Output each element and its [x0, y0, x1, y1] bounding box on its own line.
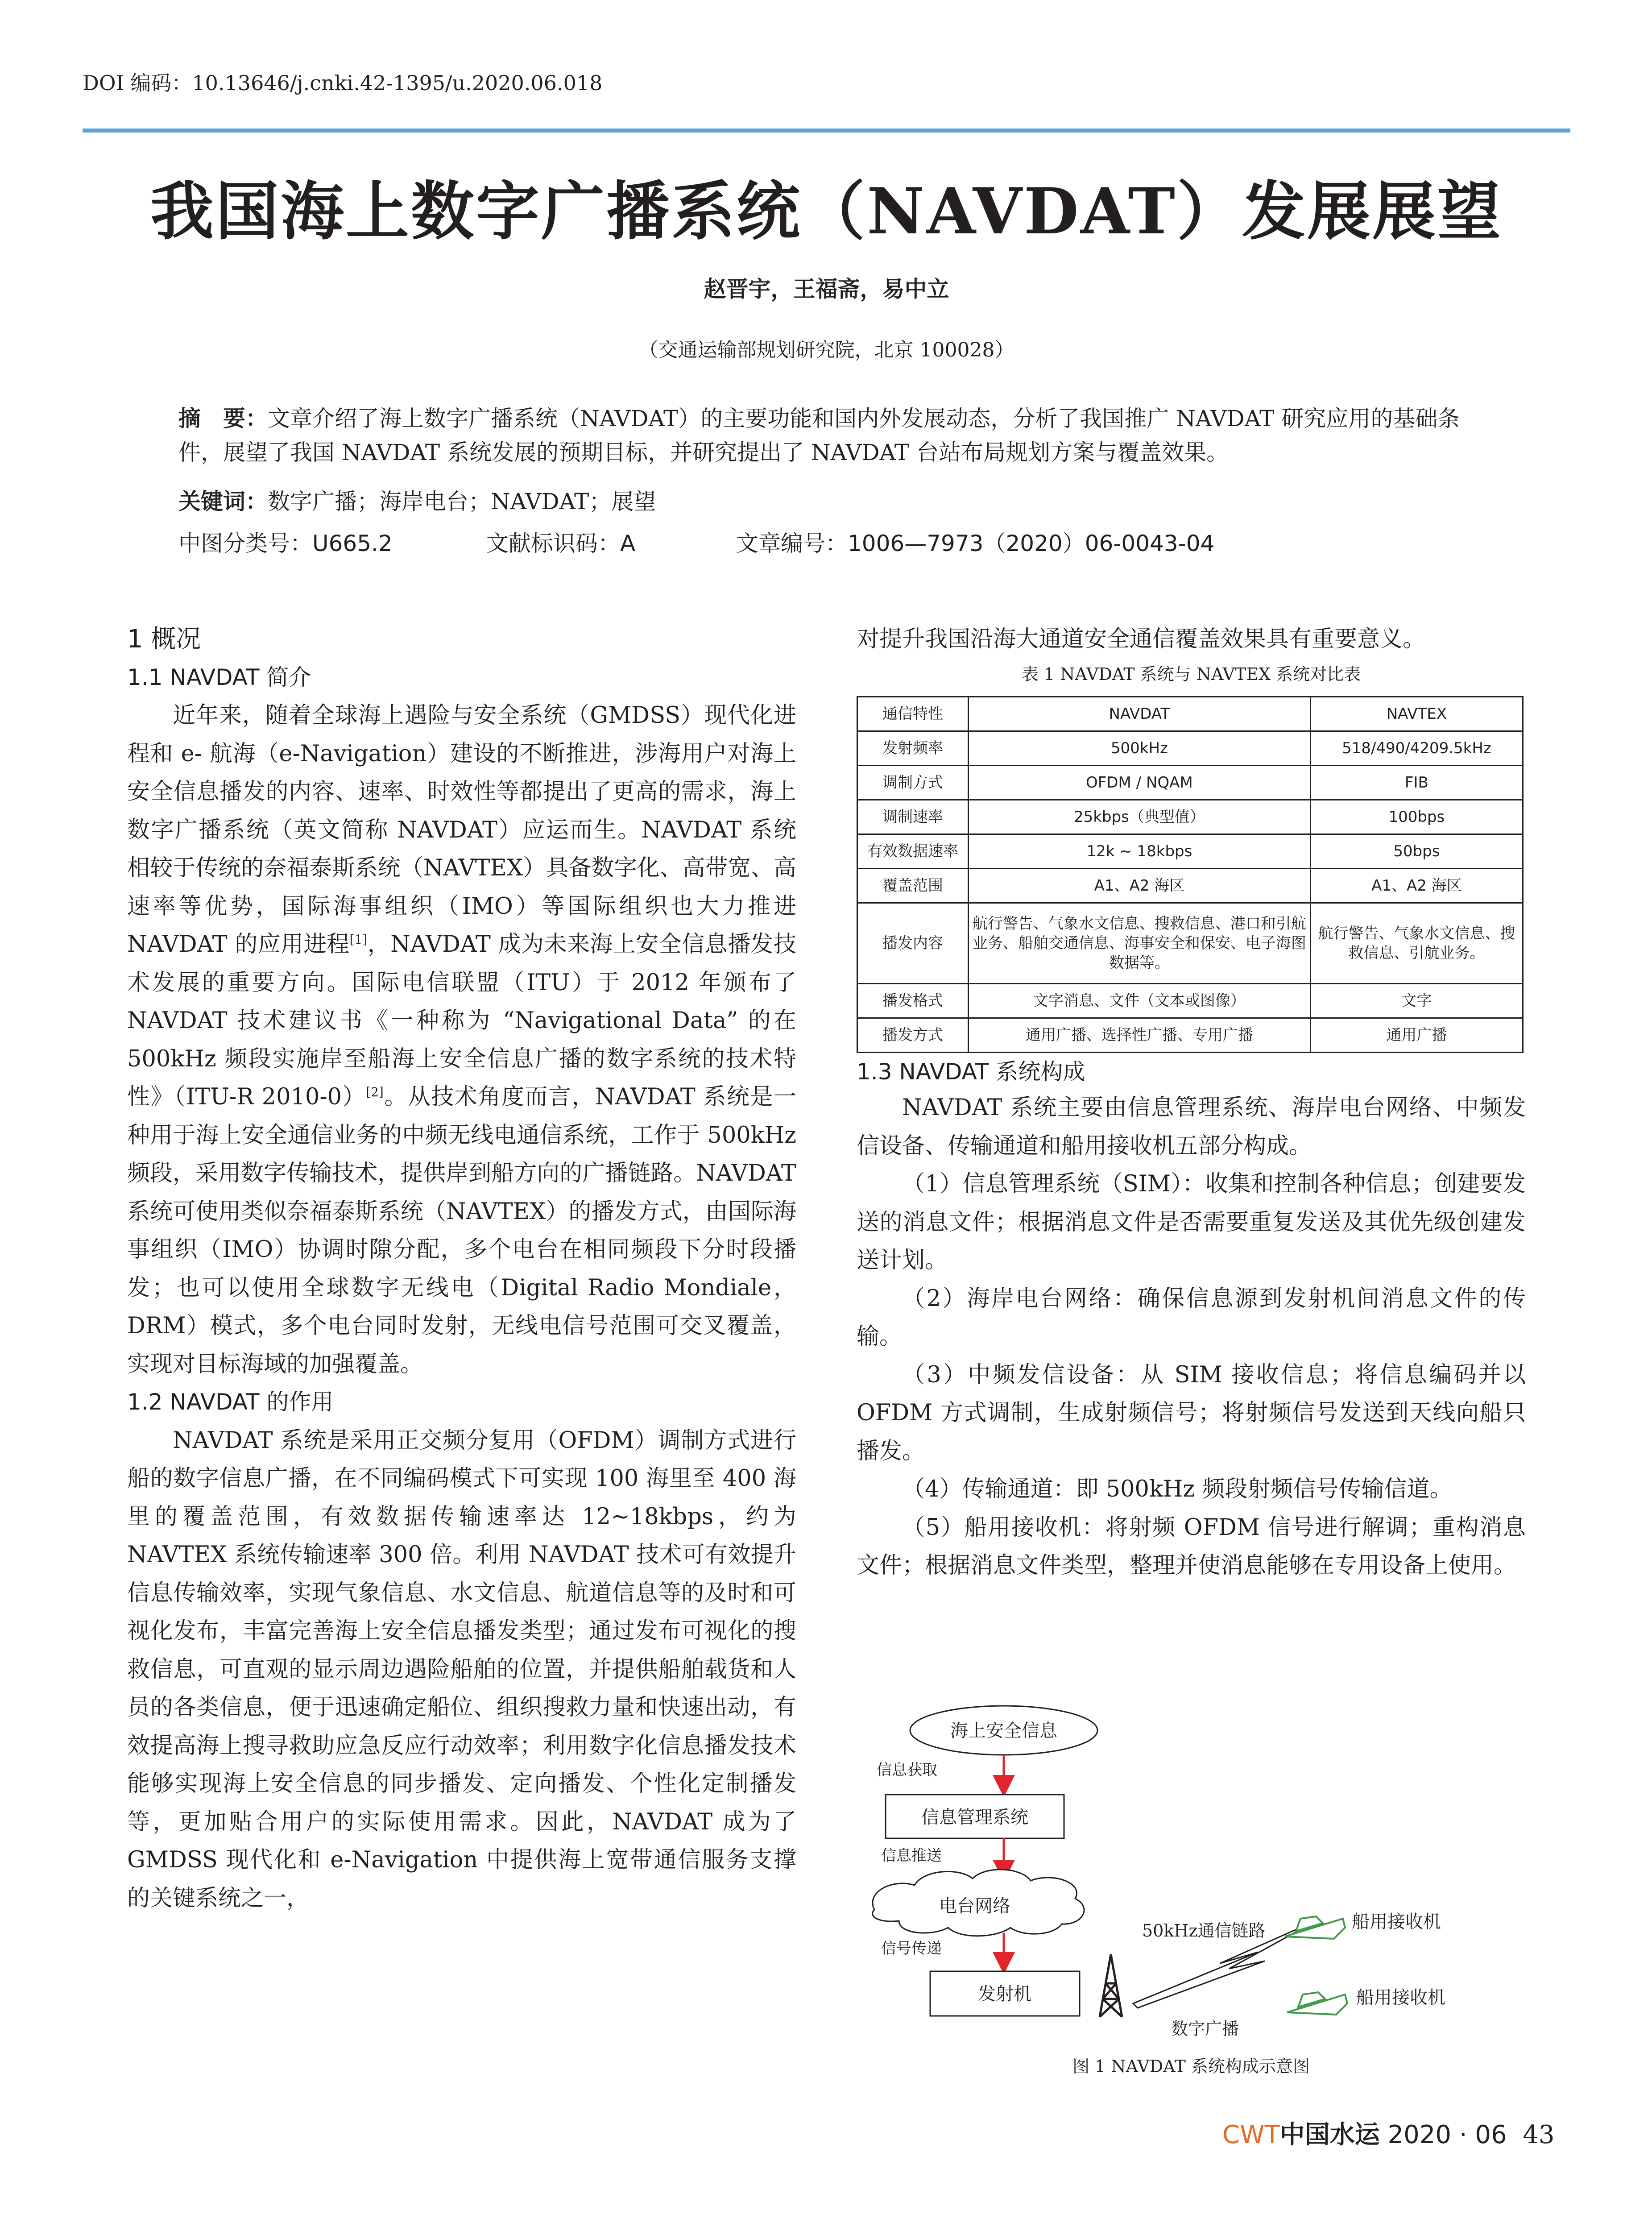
table-header-cell: NAVDAT [969, 697, 1311, 731]
journal-logo: CWT [1222, 2120, 1280, 2149]
table-header-row [857, 697, 1523, 731]
edge-acquire-label: 信息获取 [877, 1761, 937, 1779]
table-cell: A1、A2 海区 [1310, 869, 1523, 903]
ims-label: 信息管理系统 [921, 1807, 1028, 1828]
table-cell: 文字 [1310, 984, 1523, 1018]
journal-name: 中国水运 [1279, 2120, 1380, 2149]
table-cell: 文字消息、文件（文本或图像） [969, 984, 1311, 1018]
header-rule [83, 129, 1570, 133]
table-header-cell: NAVTEX [1310, 697, 1523, 731]
issue-number: 2020 · 06 [1387, 2120, 1507, 2149]
table-cell: 播发方式 [857, 1018, 969, 1053]
table-cell: 播发格式 [857, 984, 969, 1018]
section-1-heading: 1 概况 [127, 625, 201, 654]
ship-icon-1 [1285, 1916, 1345, 1939]
article-number: 文章编号：1006—7973（2020）06-0043-04 [736, 531, 1215, 556]
table-cell: 航行警告、气象水文信息、搜救信息、港口和引航业务、船舶交通信息、海事安全和保安、电子海图数据等。 [969, 903, 1311, 984]
system-diagram [857, 1696, 1526, 2097]
clc-number: 中图分类号：U665.2 [178, 531, 393, 556]
section-1-3-body [857, 1089, 1526, 1585]
table-cell: OFDM / NQAM [969, 766, 1311, 800]
table-cell: 50bps [1310, 834, 1523, 869]
table-cell: FIB [1310, 766, 1523, 800]
table-cell: 12k ~ 18kbps [969, 834, 1311, 869]
component-4: （4）传输通道：即 500kHz 频段射频信号传输信道。 [902, 1476, 1453, 1502]
abstract-label: 摘 要： [178, 406, 268, 431]
continued-paragraph: 对提升我国沿海大通道安全通信覆盖效果具有重要意义。 [857, 626, 1426, 652]
section-1-3-intro: NAVDAT 系统主要由信息管理系统、海岸电台网络、中频发信设备、传输通道和船用接收机五部分构成。 [857, 1095, 1526, 1159]
table-cell: 25kbps（典型值） [969, 800, 1311, 834]
antenna-tower-icon [1100, 1954, 1122, 2017]
table-row [857, 800, 1523, 834]
table-row [857, 869, 1523, 903]
table-cell: A1、A2 海区 [969, 869, 1311, 903]
broadcast-label: 数字广播 [1171, 2019, 1239, 2039]
comparison-table [857, 696, 1524, 1053]
table-row [857, 834, 1523, 869]
classification-line [178, 527, 1472, 560]
section-1-1-paragraph: 近年来，随着全球海上遇险与安全系统（GMDSS）现代化进程和 e- 航海（e-Navigation）建设的不断推进，涉海用户对海上安全信息播发的内容、速率、时效性等都提出了更高的需求，海上数字广播系统（英文简称 NAVDAT）应运而生。NAVDAT 系统相较于传统的奈福泰斯系统（NAVTEX）具备数字化、高带宽、高速率等优势，国际海事组织（IMO）等国际组织也大力推进 NAVDAT 的应用进程[1]，NAVDAT 成为未来海上安全信息播发技术发展的重要方向。国际电信联盟（ITU）于 2012 年颁布了 NAVDAT 技术建议书《一种称为 “Navigational Data” 的在 500kHz 频段实施岸至船海上安全信息广播的数字系统的技术特性》（ITU-R 2010-0）[2]。从技术角度而言，NAVDAT 系统是一种用于海上安全通信业务的中频无线电通信系统，工作于 500kHz 频段，采用数字传输技术，提供岸到船方向的广播链路。NAVDAT 系统可使用类似奈福泰斯系统（NAVTEX）的播发方式，由国际海事组织（IMO）协调时隙分配，多个电台在相同频段下分时段播发；也可以使用全球数字无线电（Digital Radio Mondiale，DRM）模式，多个电台同时发射，无线电信号范围可交叉覆盖，实现对目标海域的加强覆盖。 [127, 702, 796, 1377]
component-3: （3）中频发信设备：从 SIM 接收信息；将信息编码并以 OFDM 方式调制，生成射频信号；将射频信号发送到天线向船只播发。 [857, 1361, 1526, 1464]
section-1-2-heading: 1.2 NAVDAT 的作用 [127, 1389, 334, 1415]
article-title: 我国海上数字广播系统（NAVDAT）发展展望 [150, 174, 1503, 249]
section-1-1-heading: 1.1 NAVDAT 简介 [127, 664, 311, 690]
transmitter-label: 发射机 [978, 1984, 1031, 2004]
table-row [857, 766, 1523, 800]
table-cell: 航行警告、气象水文信息、搜救信息、引航业务。 [1310, 903, 1523, 984]
component-5: （5）船用接收机：将射频 OFDM 信号进行解调；重构消息文件；根据消息文件类型，整理并使消息能够在专用设备上使用。 [857, 1514, 1526, 1579]
table-cell: 通用广播、选择性广播、专用广播 [969, 1018, 1311, 1053]
table-cell: 通用广播 [1310, 1018, 1523, 1053]
doi-line: DOI 编码：10.13646/j.cnki.42-1395/u.2020.06.018 [83, 71, 603, 95]
component-2: （2）海岸电台网络：确保信息源到发射机间消息文件的传输。 [857, 1285, 1526, 1350]
table-cell: 500kHz [969, 731, 1311, 766]
page-number: 43 [1523, 2120, 1555, 2149]
affiliation: （交通运输部规划研究院，北京 100028） [638, 339, 1014, 361]
authors: 赵晋宇，王福斋，易中立 [704, 276, 949, 302]
table-row [857, 1018, 1523, 1053]
receiver-1-label: 船用接收机 [1352, 1912, 1441, 1932]
abstract-text: 文章介绍了海上数字广播系统（NAVDAT）的主要功能和国内外发展动态，分析了我国推广 NAVDAT 研究应用的基础条件，展望了我国 NAVDAT 系统发展的预期目标，并研究提出了 NAVDAT 台站布局规划方案与覆盖效果。 [178, 406, 1460, 465]
left-column [127, 620, 796, 1917]
table-cell: 播发内容 [857, 903, 969, 984]
page-footer [1222, 2115, 1555, 2151]
table-cell: 有效数据速率 [857, 834, 969, 869]
table-cell: 调制速率 [857, 800, 969, 834]
receiver-2-label: 船用接收机 [1356, 1987, 1445, 2008]
table-row [857, 731, 1523, 766]
keywords [178, 485, 1472, 518]
network-label: 电台网络 [939, 1896, 1010, 1916]
section-1-3-heading: 1.3 NAVDAT 系统构成 [857, 1059, 1085, 1085]
keywords-text: 数字广播；海岸电台；NAVDAT；展望 [268, 489, 656, 514]
keywords-label: 关键词： [178, 489, 268, 514]
ship-icon-2 [1287, 1992, 1347, 2015]
table-cell: 100bps [1310, 800, 1523, 834]
table-cell: 调制方式 [857, 766, 969, 800]
section-1-2-paragraph: NAVDAT 系统是采用正交频分复用（OFDM）调制方式进行船的数字信息广播，在不同编码模式下可实现 100 海里至 400 海里的覆盖范围，有效数据传输速率达 12~18kbps，约为 NAVTEX 系统传输速率 300 倍。利用 NAVDAT 技术可有效提升信息传输效率，实现气象信息、水文信息、航道信息等的及时和可视化发布，丰富完善海上安全信息播发类型；通过发布可视化的搜救信息，可直观的显示周边遇险船舶的位置，并提供船舶载货和人员的各类信息，便于迅速确定船位、组织搜救力量和快速出动，有效提高海上搜寻救助应急反应行动效率；利用数字化信息播发技术能够实现海上安全信息的同步播发、定向播发、个性化定制播发等，更加贴合用户的实际使用需求。因此，NAVDAT 成为了 GMDSS 现代化和 e-Navigation 中提供海上宽带通信服务支撑的关键系统之一， [127, 1427, 796, 1912]
abstract [178, 402, 1472, 469]
right-column-continuation [857, 620, 1526, 659]
figure-caption: 图 1 NAVDAT 系统构成示意图 [1072, 2057, 1310, 2076]
component-1: （1）信息管理系统（SIM）：收集和控制各种信息；创建要发送的消息文件；根据消息文件是否需要重复发送及其优先级创建发送计划。 [857, 1171, 1526, 1273]
document-code: 文献标识码：A [486, 531, 636, 556]
table-row [857, 984, 1523, 1018]
link-label: 50kHz通信链路 [1142, 1921, 1266, 1941]
table-cell: 覆盖范围 [857, 869, 969, 903]
reference-1: [1] [349, 932, 368, 947]
reference-2: [2] [366, 1085, 384, 1099]
table-row [857, 903, 1523, 984]
edge-transfer-label: 信号传递 [881, 1940, 942, 1957]
table-caption: 表 1 NAVDAT 系统与 NAVTEX 系统对比表 [1021, 664, 1361, 684]
msi-label: 海上安全信息 [950, 1721, 1057, 1741]
edge-push-label: 信息推送 [881, 1847, 942, 1865]
table-cell: 518/490/4209.5kHz [1310, 731, 1523, 766]
table-header-cell: 通信特性 [857, 697, 969, 731]
table-cell: 发射频率 [857, 731, 969, 766]
